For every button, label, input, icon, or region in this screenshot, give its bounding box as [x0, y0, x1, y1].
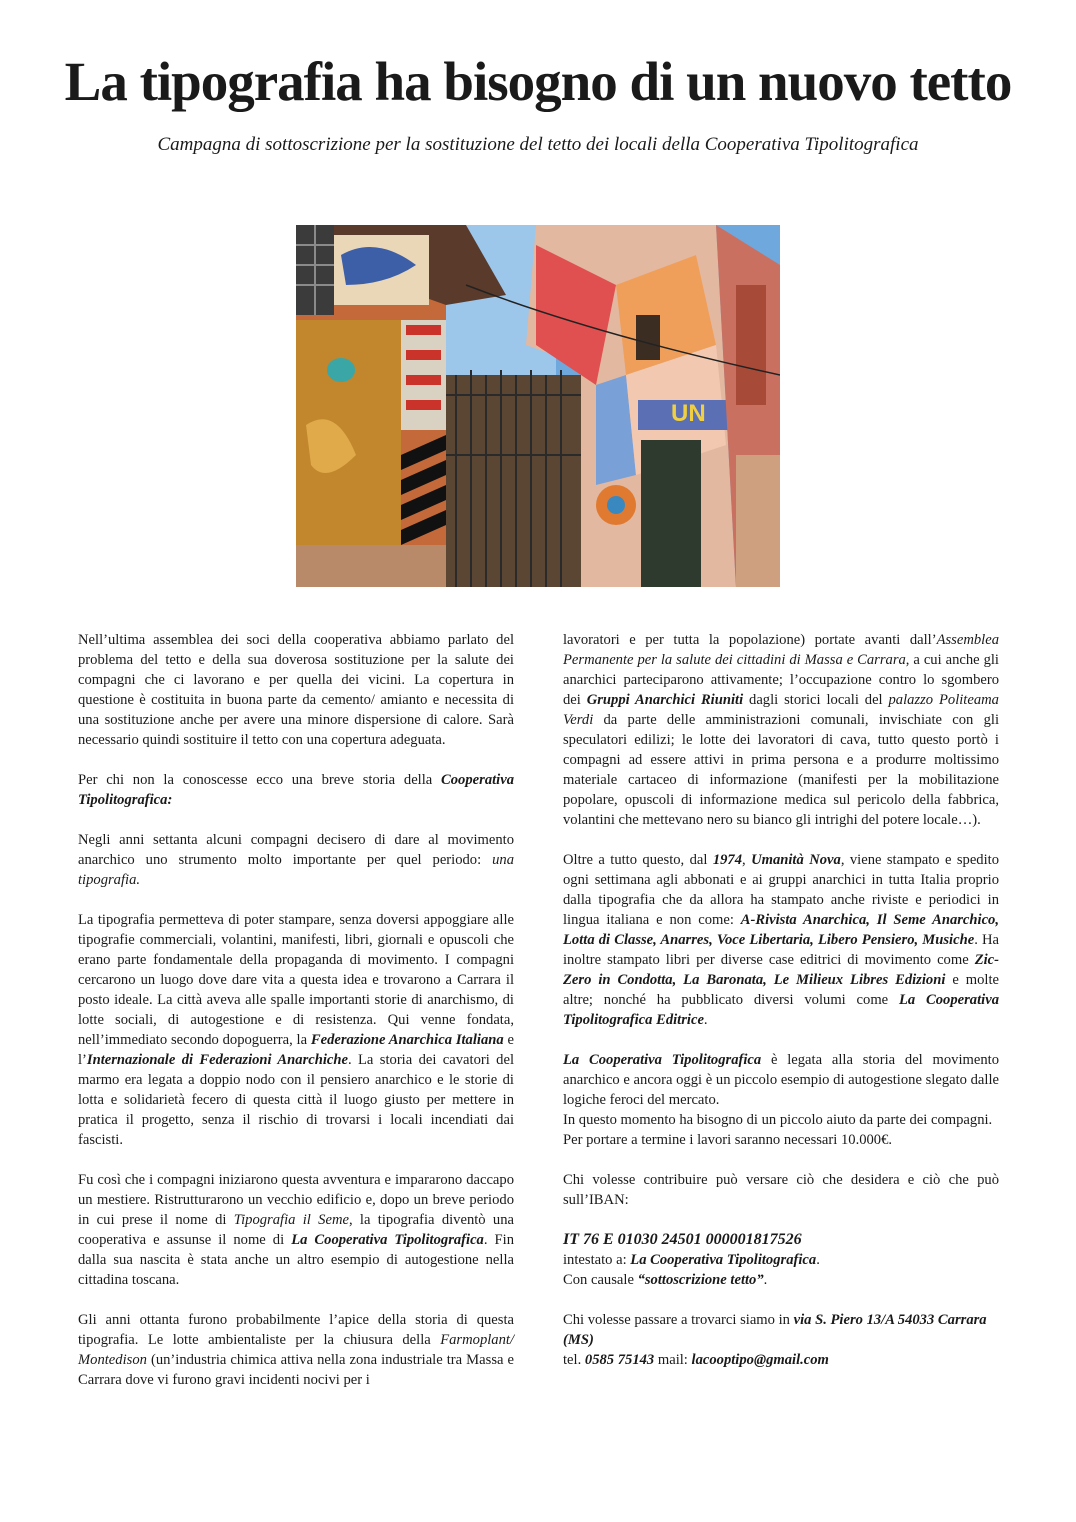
paragraph: Per chi non la conoscesse ecco una breve storia della Cooperativa Tipolitografica:: [78, 772, 514, 808]
page-subtitle: Campagna di sottoscrizione per la sostituzione del tetto dei locali della Cooperativa Tipolitografica: [157, 134, 919, 155]
graffiti-text: UN: [671, 400, 706, 427]
email-address[interactable]: lacooptipo@gmail.com: [691, 1352, 829, 1368]
right-column: [563, 630, 999, 1370]
paragraph: Negli anni settanta alcuni compagni decisero di dare al movimento anarchico uno strumento molto importante per quel periodo: una tipografia.: [78, 832, 514, 888]
paragraph: La Cooperativa Tipolitografica è legata alla storia del movimento anarchico e ancora oggi è un piccolo esempio di autogestione slegato dalle logiche feroci del mercato.: [563, 1052, 999, 1108]
paragraph: Gli anni ottanta furono probabilmente l’apice della storia di questa tipografia. Le lotte ambientaliste per la chiusura della Farmoplant/ Montedison (un’industria chimica attiva nella zona industriale tra Massa e Carrara dove vi furono gravi incidenti nocivi per i: [78, 1312, 514, 1388]
paragraph: In questo momento ha bisogno di un piccolo aiuto da parte dei compagni.: [563, 1112, 993, 1128]
paragraph: Chi volesse contribuire può versare ciò che desidera e ciò che può sull’IBAN:: [563, 1172, 999, 1208]
paragraph: Per portare a termine i lavori saranno necessari 10.000€.: [563, 1132, 893, 1148]
left-column: [78, 630, 514, 1410]
address: Chi volesse passare a trovarci siamo in via S. Piero 13/A 54033 Carrara (MS): [563, 1312, 987, 1348]
iban: IT 76 E 01030 24501 000001817526: [563, 1231, 802, 1248]
phone-number: 0585 75143: [584, 1352, 655, 1368]
page-title: La tipografia ha bisogno di un nuovo tetto: [64, 51, 1012, 112]
contacts: tel. 0585 75143 mail: lacooptipo@gmail.com: [563, 1352, 829, 1368]
account-holder: intestato a: La Cooperativa Tipolitografica.: [563, 1252, 820, 1268]
paragraph: lavoratori e per tutta la popolazione) portate avanti dall’Assemblea Permanente per la salute dei cittadini di Massa e Carrara, a cui anche gli anarchici parteciparono attivamente; l’occupazione contro lo sgombero dei Gruppi Anarchici Riuniti dagli storici locali del palazzo Politeama Verdi da parte delle amministrazioni comunali, invischiate con gli speculatori edilizi; le lotte dei lavoratori di cava, tutto questo portò i compagni ad essere attivi in prima persona e a produrre moltissimo materiale cartaceo di informazione (manifesti per la mobilitazione popolare, opuscoli di informazione medica sul pericolo della fabbrica, volantini che mettevano nero su bianco gli intrighi del potere locale…).: [563, 632, 999, 828]
payment-causal: Con causale “sottoscrizione tetto”.: [563, 1272, 768, 1288]
paragraph: Nell’ultima assemblea dei soci della cooperativa abbiamo parlato del problema del tetto e della sua doverosa sostituzione per la salute dei compagni che ci lavorano e per quella dei vicini. La copertura in questione è costituita in buona parte da cemento/ amianto e necessita di una sostituzione anche per avere una minore dispersione di calore. Sarà necessario quindi sostituire il tetto con una copertura adeguata.: [78, 632, 514, 748]
paragraph: Fu così che i compagni iniziarono questa avventura e impararono daccapo un mestiere. Ristrutturarono un vecchio edificio e, dopo un breve periodo in cui prese il nome di Tipografia il Seme, la tipografia diventò una cooperativa e assunse il nome di La Cooperativa Tipolitografica. Fin dalla sua nascita è stata anche un altro esempio di autogestione nella cittadina toscana.: [78, 1172, 515, 1288]
street-mural-photo: [296, 225, 780, 587]
paragraph: La tipografia permetteva di poter stampare, senza doversi appoggiare alle tipografie commerciali, volantini, manifesti, libri, giornali e opuscoli che erano parte fondamentale della propaganda di movimento. I compagni cercarono un luogo dove dare vita a questa idea e trovarono a Carrara il posto ideale. La città aveva alle spalle importanti storie di anarchismo, di lotte sociali, di autogestione e di resistenza. Qui venne fondata, nell’immediato secondo dopoguerra, la Federazione Anarchica Italiana e l’Internazionale di Federazioni Anarchiche. La storia dei cavatori del marmo era legata a doppio nodo con il pensiero anarchico e le storie di lotta e solidarietà fecero di questa città il luogo giusto per mettere in pratica il progetto, senza il rischio di trovarsi i locali incendiati dai fascisti.: [78, 912, 514, 1148]
paragraph: Oltre a tutto questo, dal 1974, Umanità Nova, viene stampato e spedito ogni settimana agli abbonati e ai gruppi anarchici in tutta Italia proprio dalla tipografia che da allora ha stampato anche riviste e periodici in lingua italiana e non come: A-Rivista Anarchica, Il Seme Anarchico, Lotta di Classe, Anarres, Voce Libertaria, Libero Pensiero, Musiche. Ha inoltre stampato libri per diverse case editrici di movimento come Zic-Zero in Condotta, La Baronata, Le Milieux Libres Edizioni e molte altre; nonché ha pubblicato diversi volumi come La Cooperativa Tipolitografica Editrice.: [563, 852, 1000, 1028]
